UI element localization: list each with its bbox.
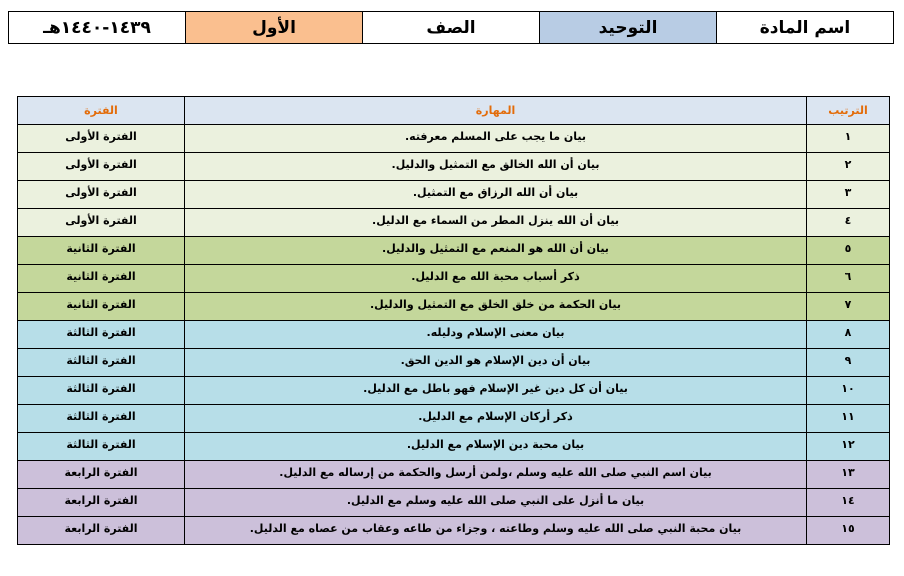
header-table	[8, 11, 894, 44]
row-number: ١٠	[807, 377, 890, 405]
table-row	[18, 405, 890, 433]
row-number: ١٣	[807, 461, 890, 489]
row-period: الفترة الرابعة	[18, 489, 185, 517]
row-period: الفترة الأولى	[18, 153, 185, 181]
row-number: ٧	[807, 293, 890, 321]
table-row	[18, 377, 890, 405]
row-period: الفترة الثالثة	[18, 349, 185, 377]
row-period: الفترة الأولى	[18, 209, 185, 237]
row-skill: ذكر أركان الإسلام مع الدليل.	[185, 405, 807, 433]
skills-table	[17, 96, 890, 545]
row-number: ١١	[807, 405, 890, 433]
row-period: الفترة الرابعة	[18, 461, 185, 489]
table-header-row	[18, 97, 890, 125]
table-row	[18, 349, 890, 377]
row-skill: بيان أن دين الإسلام هو الدين الحق.	[185, 349, 807, 377]
row-skill: ذكر أسباب محبة الله مع الدليل.	[185, 265, 807, 293]
row-number: ٥	[807, 237, 890, 265]
row-number: ٤	[807, 209, 890, 237]
row-number: ٨	[807, 321, 890, 349]
row-period: الفترة الثالثة	[18, 321, 185, 349]
year-cell: ١٤٣٩-١٤٤٠هـ	[9, 12, 186, 44]
row-period: الفترة الثانية	[18, 293, 185, 321]
row-number: ١٤	[807, 489, 890, 517]
table-row	[18, 237, 890, 265]
table-row	[18, 181, 890, 209]
row-skill: بيان أن الله ينزل المطر من السماء مع الدليل.	[185, 209, 807, 237]
grade-label: الصف	[363, 12, 540, 44]
row-skill: بيان اسم النبي صلى الله عليه وسلم ،ولمن أرسل والحكمة من إرساله مع الدليل.	[185, 461, 807, 489]
row-period: الفترة الثالثة	[18, 405, 185, 433]
subject-value: التوحيد	[540, 12, 717, 44]
table-row	[18, 125, 890, 153]
row-skill: بيان ما يجب على المسلم معرفته.	[185, 125, 807, 153]
row-skill: بيان معنى الإسلام ودليله.	[185, 321, 807, 349]
row-number: ٩	[807, 349, 890, 377]
row-period: الفترة الثالثة	[18, 433, 185, 461]
row-skill: بيان محبة دين الإسلام مع الدليل.	[185, 433, 807, 461]
row-skill: بيان أن الله الخالق مع التمثيل والدليل.	[185, 153, 807, 181]
column-header-number: الترتيب	[807, 97, 890, 125]
row-number: ١٢	[807, 433, 890, 461]
row-number: ٦	[807, 265, 890, 293]
header-row	[9, 12, 894, 44]
table-row	[18, 321, 890, 349]
row-number: ١	[807, 125, 890, 153]
table-row	[18, 433, 890, 461]
subject-label: اسم المادة	[717, 12, 894, 44]
row-skill: بيان أن الله هو المنعم مع التمثيل والدليل.	[185, 237, 807, 265]
table-row	[18, 293, 890, 321]
table-row	[18, 517, 890, 545]
row-number: ٣	[807, 181, 890, 209]
row-period: الفترة الثانية	[18, 237, 185, 265]
row-skill: بيان محبة النبي صلى الله عليه وسلم وطاعته ، وجزاء من طاعه وعقاب من عصاه مع الدليل.	[185, 517, 807, 545]
row-skill: بيان ما أنزل على النبي صلى الله عليه وسلم مع الدليل.	[185, 489, 807, 517]
table-row	[18, 265, 890, 293]
column-header-period: الفترة	[18, 97, 185, 125]
table-row	[18, 489, 890, 517]
row-skill: بيان الحكمة من خلق الخلق مع التمثيل والدليل.	[185, 293, 807, 321]
row-period: الفترة الثانية	[18, 265, 185, 293]
row-number: ٢	[807, 153, 890, 181]
row-period: الفترة الثالثة	[18, 377, 185, 405]
column-header-skill: المهارة	[185, 97, 807, 125]
table-row	[18, 461, 890, 489]
row-number: ١٥	[807, 517, 890, 545]
row-skill: بيان أن كل دين غير الإسلام فهو باطل مع الدليل.	[185, 377, 807, 405]
grade-value: الأول	[186, 12, 363, 44]
row-period: الفترة الأولى	[18, 125, 185, 153]
row-period: الفترة الرابعة	[18, 517, 185, 545]
table-row	[18, 209, 890, 237]
row-period: الفترة الأولى	[18, 181, 185, 209]
row-skill: بيان أن الله الرزاق مع التمثيل.	[185, 181, 807, 209]
table-row	[18, 153, 890, 181]
